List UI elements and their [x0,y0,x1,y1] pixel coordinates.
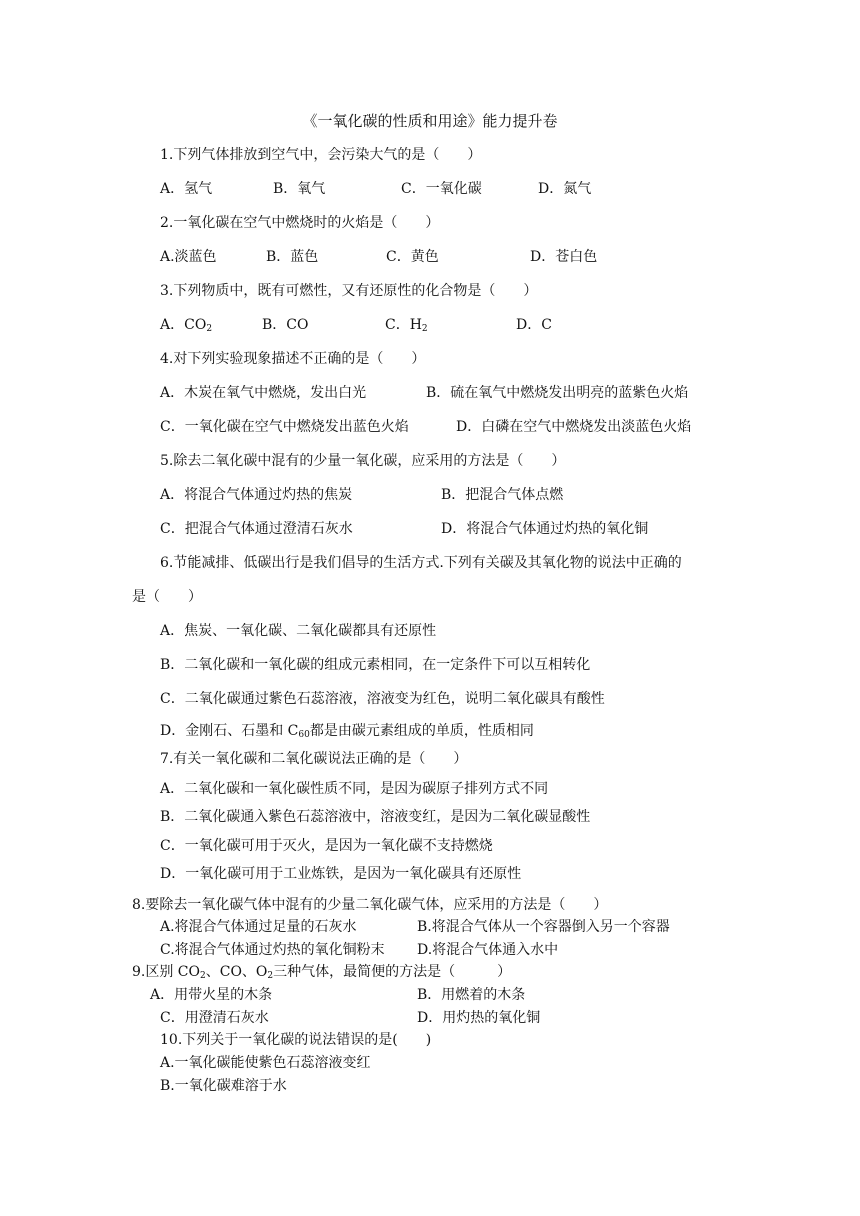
question-1-stem: 1.下列气体排放到空气中，会污染大气的是（ ） [160,147,482,163]
question-1-option-c: C．一氧化碳 [401,181,482,197]
question-2-option-b: B．蓝色 [266,249,319,265]
question-8-option-a: A.将混合气体通过足量的石灰水 [160,919,357,935]
question-10-option-b: B.一氧化碳难溶于水 [160,1078,287,1094]
question-1-option-b: B．氧气 [273,181,326,197]
question-9-stem: 9.区别 $CO_2$、CO、$O_2$三种气体，最简便的方法是（ ） [132,964,512,981]
question-7-option-d: D．一氧化碳可用于工业炼铁，是因为一氧化碳具有还原性 [160,866,522,882]
question-7-option-b: B．二氧化碳通入紫色石蕊溶液中，溶液变红，是因为二氧化碳显酸性 [160,809,591,825]
question-4-option-a: A．木炭在氧气中燃烧，发出白光 [160,385,367,401]
question-8-option-c: C.将混合气体通过灼热的氧化铜粉末 [160,942,385,958]
page-title: 《一氧化碳的性质和用途》能力提升卷 [302,112,558,130]
question-2-stem: 2.一氧化碳在空气中燃烧时的火焰是（ ） [160,215,440,231]
question-4-option-b: B．硫在氧气中燃烧发出明亮的蓝紫色火焰 [426,385,689,401]
question-4-option-c: C．一氧化碳在空气中燃烧发出蓝色火焰 [160,419,409,435]
question-9-option-a: A．用带火星的木条 [150,987,273,1003]
question-8-stem: 8.要除去一氧化碳气体中混有的少量二氧化碳气体，应采用的方法是（ ） [132,897,608,913]
question-3-stem: 3.下列物质中，既有可燃性，又有还原性的化合物是（ ） [160,283,538,299]
question-5-option-b: B．把混合气体点燃 [441,487,564,503]
question-5-option-d: D．将混合气体通过灼热的氧化铜 [441,521,649,537]
question-4-option-d: D．白磷在空气中燃烧发出淡蓝色火焰 [456,419,692,435]
question-10-stem: 10.下列关于一氧化碳的说法错误的是( ) [160,1032,432,1048]
question-3-option-c: C．$H_2$ [385,317,428,334]
question-6-option-a: A．焦炭、一氧化碳、二氧化碳都具有还原性 [160,623,437,639]
question-2-option-d: D．苍白色 [530,249,598,265]
question-10-option-a: A.一氧化碳能使紫色石蕊溶液变红 [160,1055,371,1071]
question-7-stem: 7.有关一氧化碳和二氧化碳说法正确的是（ ） [160,751,468,767]
question-7-option-a: A．二氧化碳和一氧化碳性质不同，是因为碳原子排列方式不同 [160,781,549,797]
question-6-stem-line2: 是（ ） [132,589,202,605]
question-3-option-d: D．C [516,317,552,333]
question-9-option-d: D．用灼热的氧化铜 [417,1010,541,1026]
question-2-option-a: A.淡蓝色 [160,249,217,265]
question-3-option-a: A．$CO_2$ [160,317,213,334]
question-6-stem-line1: 6.节能减排、低碳出行是我们倡导的生活方式.下列有关碳及其氧化物的说法中正确的 [160,555,682,571]
question-8-option-b: B.将混合气体从一个容器倒入另一个容器 [417,919,670,935]
question-8-option-d: D.将混合气体通入水中 [417,942,559,958]
question-6-option-b: B．二氧化碳和一氧化碳的组成元素相同，在一定条件下可以互相转化 [160,657,591,673]
question-6-option-c: C．二氧化碳通过紫色石蕊溶液，溶液变为红色，说明二氧化碳具有酸性 [160,691,605,707]
question-4-stem: 4.对下列实验现象描述不正确的是（ ） [160,351,426,367]
question-9-option-c: C．用澄清石灰水 [160,1010,269,1026]
question-6-option-d: D．金刚石、石墨和 $C_{60}$都是由碳元素组成的单质，性质相同 [160,723,534,740]
question-3-option-b: B．CO [262,317,309,333]
question-1-option-a: A．氢气 [160,181,213,197]
question-5-option-c: C．把混合气体通过澄清石灰水 [160,521,353,537]
question-5-option-a: A．将混合气体通过灼热的焦炭 [160,487,353,503]
question-1-option-d: D．氮气 [538,181,592,197]
question-5-stem: 5.除去二氧化碳中混有的少量一氧化碳，应采用的方法是（ ） [160,453,566,469]
question-2-option-c: C．黄色 [386,249,439,265]
question-7-option-c: C．一氧化碳可用于灭火，是因为一氧化碳不支持燃烧 [160,838,493,854]
question-9-option-b: B．用燃着的木条 [417,987,526,1003]
